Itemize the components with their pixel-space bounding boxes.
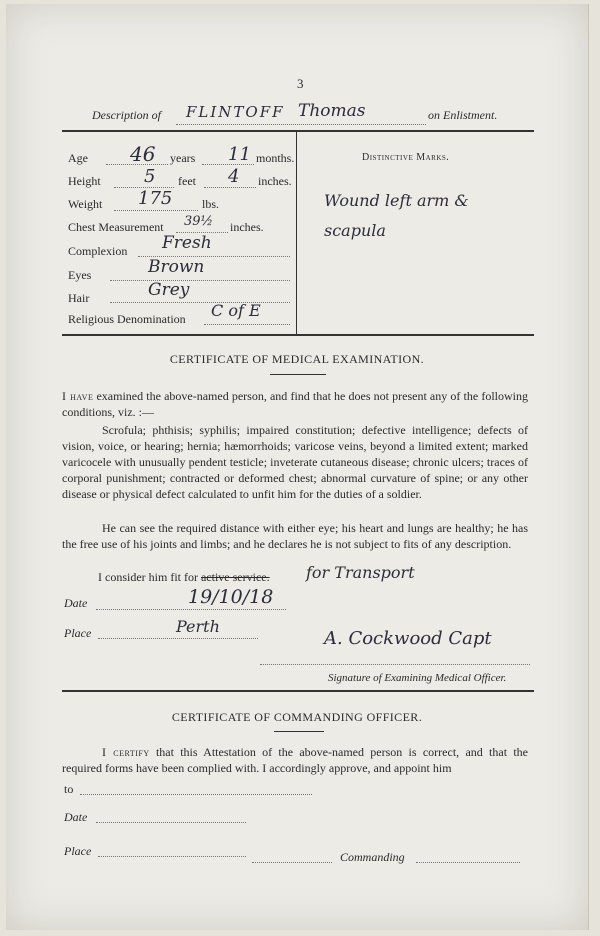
commanding-heading: CERTIFICATE OF COMMANDING OFFICER. [171, 710, 423, 724]
height-inches-value: 4 [228, 166, 240, 187]
medical-signature-line [260, 664, 530, 665]
chest-value: 39½ [184, 214, 214, 229]
medical-place-value: Perth [176, 617, 220, 636]
hair-value: Grey [148, 280, 190, 300]
medical-heading-underline [270, 374, 326, 375]
medical-para3: He can see the required distance with either eye; his heart and lungs are healthy; he has the free use of his joints and limbs; and he declares he is not subject to fits of any description. [62, 521, 528, 551]
religion-label: Religious Denomination [68, 312, 186, 326]
height-label: Height [68, 174, 101, 188]
medical-place-line [98, 638, 258, 639]
medical-heading: CERTIFICATE OF MEDICAL EXAMINATION. [169, 352, 425, 366]
commanding-date-line [96, 822, 246, 823]
medical-para1 [62, 388, 528, 420]
hair-line [110, 302, 290, 303]
eyes-label: Eyes [68, 268, 92, 282]
fit-struck-text: active service. [200, 570, 270, 584]
medical-signature-caption: Signature of Examining Medical Officer. [328, 672, 507, 684]
height-inches-line [204, 187, 256, 188]
medical-para1-text: examined the above-named person, and find that he does not present any of the following conditions, viz. :— [62, 389, 529, 419]
medical-para1-lead: I have [62, 389, 94, 403]
fit-text: I consider him fit for [98, 570, 198, 584]
hair-label: Hair [68, 291, 90, 305]
age-years-line [106, 164, 168, 165]
age-months-value: 11 [228, 144, 251, 165]
years-label: years [170, 151, 196, 165]
complexion-value: Fresh [162, 233, 212, 253]
inches-label: inches. [258, 174, 292, 188]
chest-unit: inches. [230, 220, 264, 234]
commanding-place-label: Place [64, 844, 92, 858]
box-bottom-rule [62, 334, 534, 336]
header-forename: Thomas [298, 101, 366, 121]
distinctive-marks-value: Wound left arm & scapula [324, 191, 469, 240]
section-divider [62, 690, 534, 692]
eyes-line [110, 280, 290, 281]
top-rule [62, 130, 534, 132]
weight-label: Weight [68, 197, 103, 211]
medical-date-value: 19/10/18 [188, 586, 274, 608]
religion-line [204, 324, 290, 325]
document-page [6, 4, 589, 930]
age-years-value: 46 [130, 142, 156, 166]
chest-label: Chest Measurement [68, 220, 164, 234]
height-feet-value: 5 [144, 166, 156, 187]
age-months-line [202, 164, 254, 165]
header-prefix: Description of [92, 108, 161, 122]
age-label: Age [68, 151, 88, 165]
commanding-label: Commanding [340, 850, 405, 864]
header-surname: FLINTOFF [186, 103, 285, 121]
feet-label: feet [178, 174, 196, 188]
header-dotted-line [176, 124, 426, 125]
medical-date-label: Date [64, 596, 88, 610]
commanding-name-line [252, 862, 332, 863]
lbs-label: lbs. [202, 197, 220, 211]
eyes-value: Brown [148, 257, 205, 277]
commanding-heading-underline [274, 731, 324, 732]
commanding-unit-line [416, 862, 520, 863]
medical-para2: Scrofula; phthisis; syphilis; impaired constitution; defective intelligence; defects of vision, voice, or hearing; hernia; hæmorrhoids; varicose veins, beyond a limited extent; marked varicocele with unusually pendent testicle; inveterate cutaneous disease; chronic ulcers; traces of corporal punishment; contracted or deformed chest; abnormal curvature of spine; or any other disease or physical defect calculated to unfit him for the duties of a soldier. [62, 423, 528, 501]
medical-signature: A. Cockwood Capt [324, 628, 492, 649]
medical-date-line [96, 609, 286, 610]
medical-place-label: Place [64, 626, 92, 640]
commanding-para-text: that this Attestation of the above-named person is correct, and that the required forms have been complied with. I accordingly approve, and appoint him [62, 745, 528, 775]
header-suffix: on Enlistment. [428, 108, 498, 122]
commanding-to-label: to [64, 782, 74, 796]
box-divider [296, 130, 297, 336]
commanding-to-line [80, 794, 312, 795]
page-number: 3 [297, 76, 304, 91]
complexion-label: Complexion [68, 244, 128, 258]
commanding-para-lead: I certify [102, 745, 150, 759]
commanding-date-label: Date [64, 810, 88, 824]
commanding-place-line [98, 856, 246, 857]
weight-line [114, 210, 198, 211]
fit-handwritten: for Transport [306, 563, 415, 582]
distinctive-marks-heading: Distinctive Marks. [362, 152, 450, 163]
commanding-para [62, 744, 528, 776]
weight-value: 175 [138, 188, 173, 209]
fit-line [98, 570, 270, 585]
months-label: months. [256, 151, 295, 165]
religion-value: C of E [211, 301, 261, 320]
